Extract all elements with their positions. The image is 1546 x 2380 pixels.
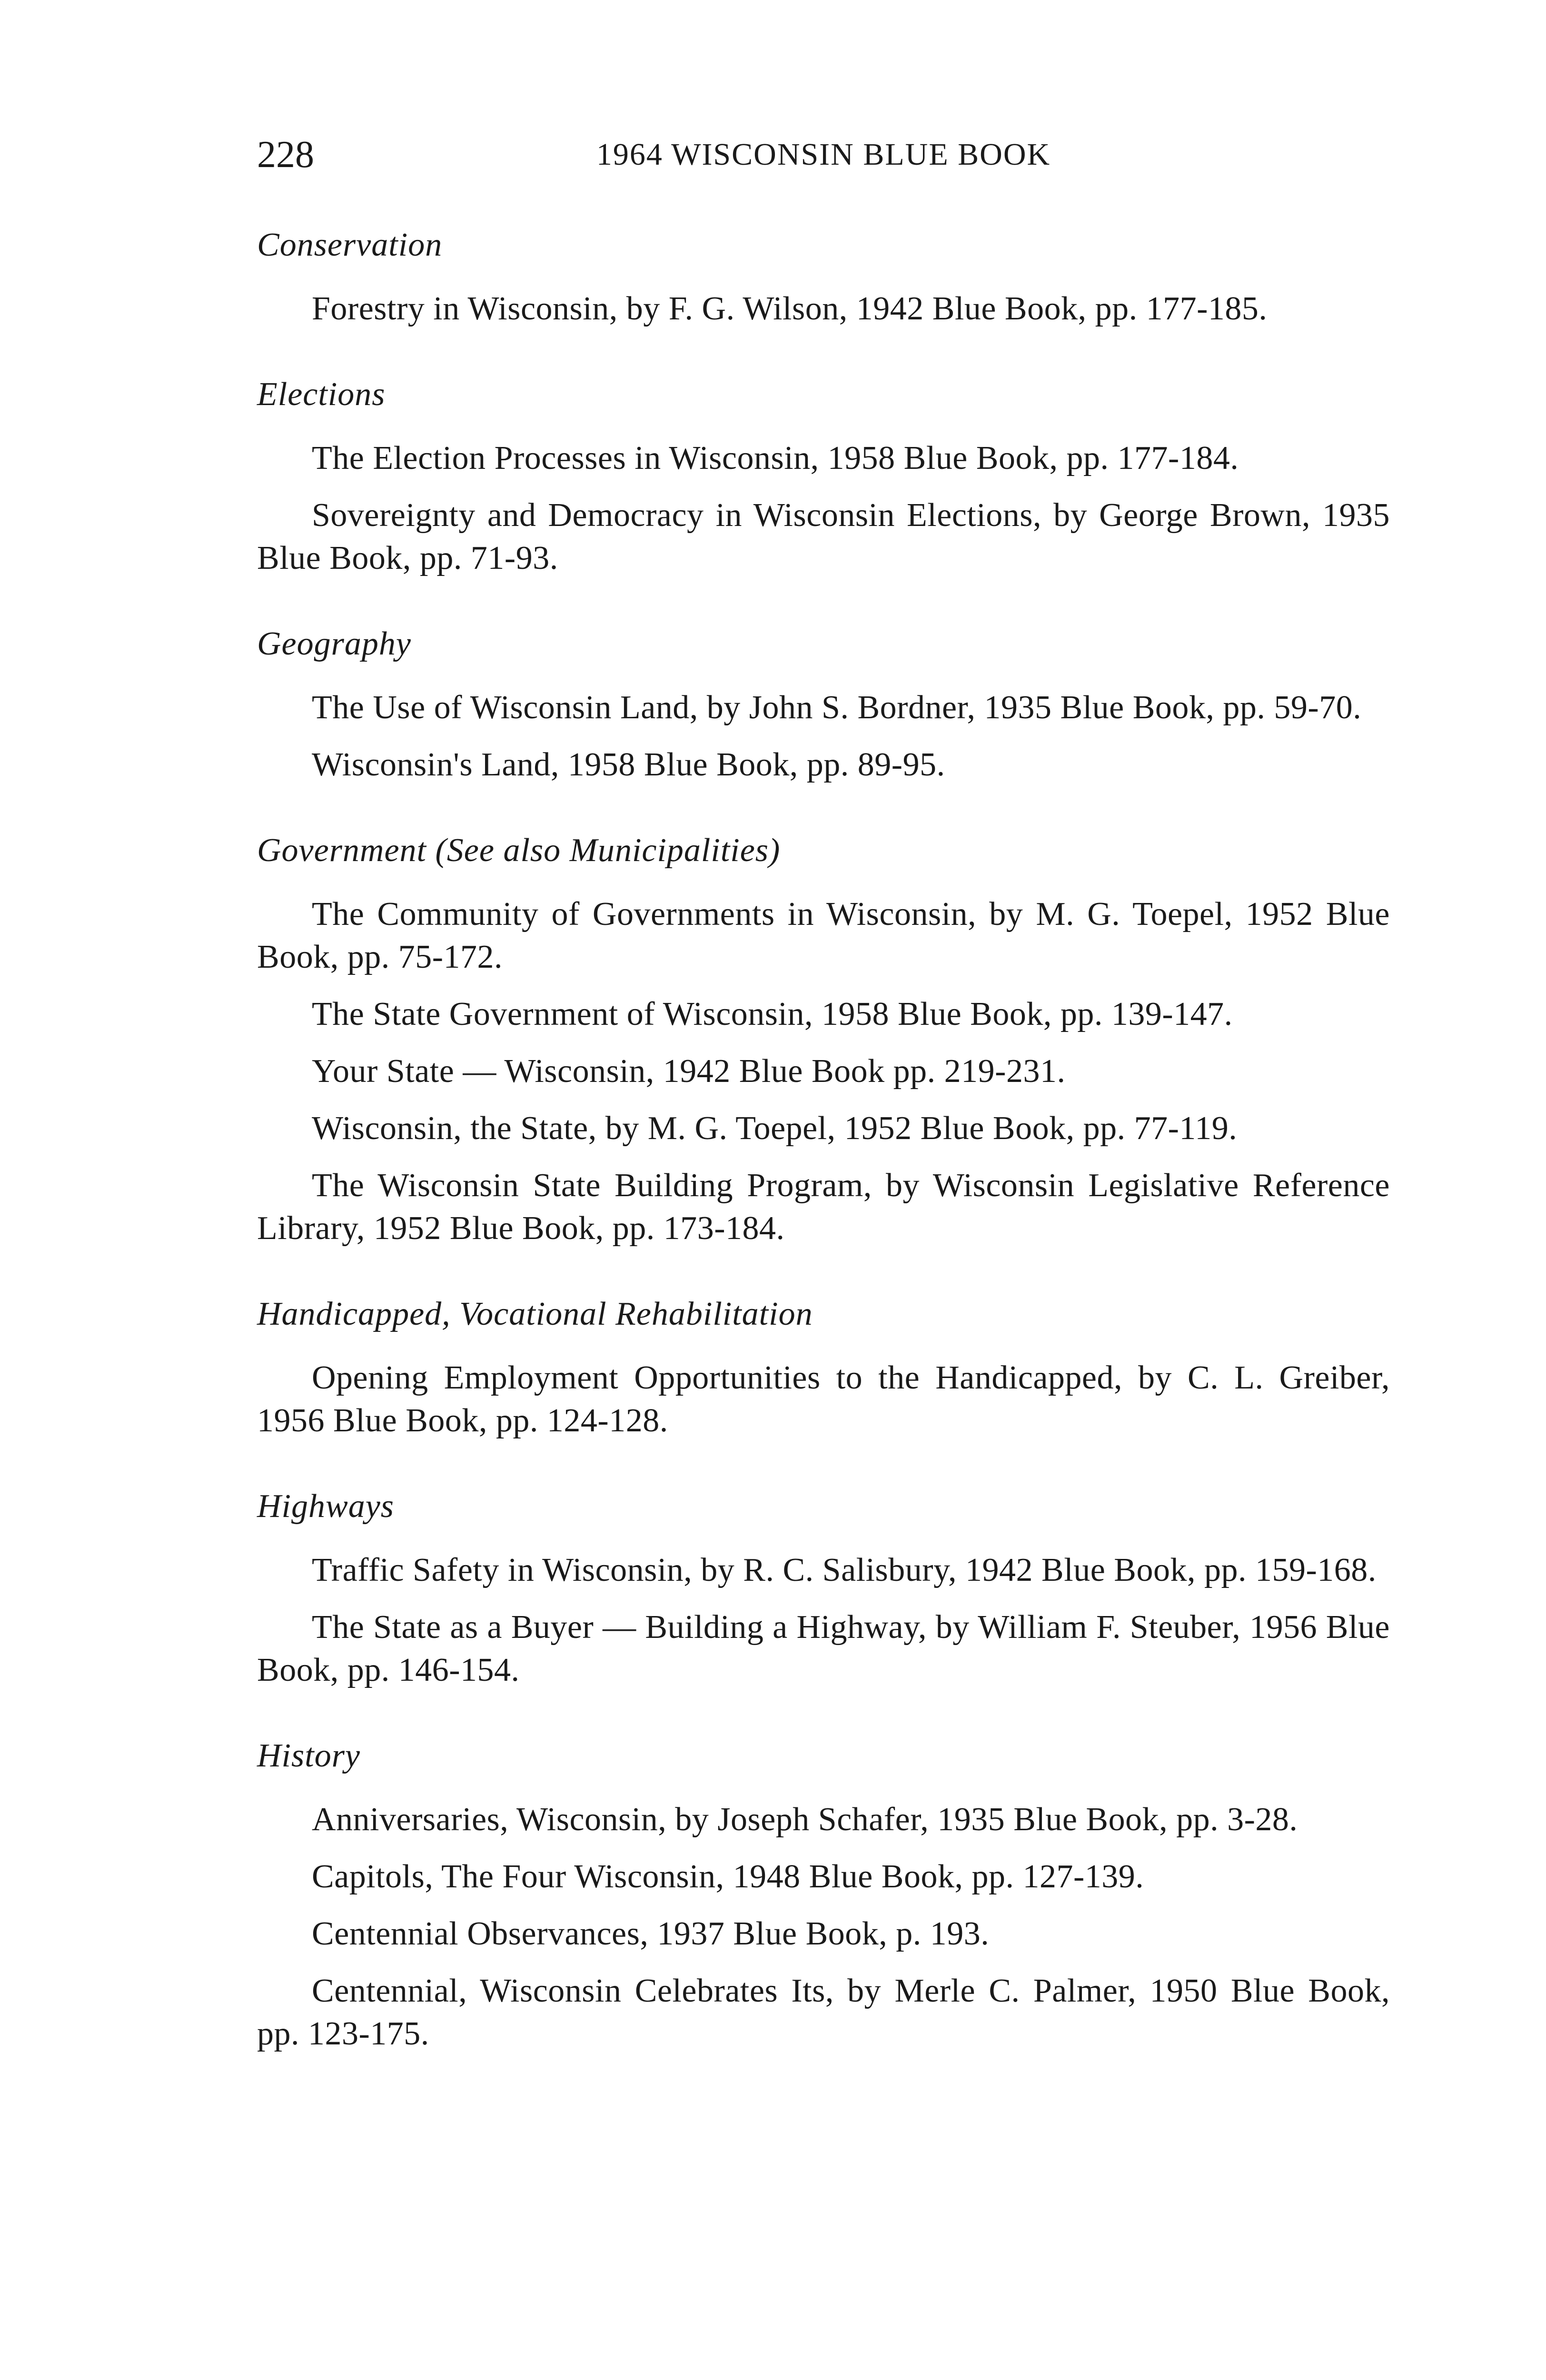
bibliography-entry: The Use of Wisconsin Land, by John S. Bordner, 1935 Blue Book, pp. 59-70. <box>312 689 1362 726</box>
bibliography-entry: Centennial, Wisconsin Celebrates Its, by Merle C. Palmer, 1950 Blue Book, pp. 123-175. <box>257 1973 1390 2052</box>
bibliography-entry: Centennial Observances, 1937 Blue Book, p. 193. <box>312 1915 990 1952</box>
section-heading: Government (See also Municipalities) <box>257 832 781 869</box>
section-heading: Handicapped, Vocational Rehabilitation <box>257 1296 813 1332</box>
section-conservation <box>257 222 1390 330</box>
section-heading: Conservation <box>257 227 443 263</box>
bibliography-entry: The Wisconsin State Building Program, by Wisconsin Legislative Reference Library, 1952 Blue Book, pp. 173-184. <box>257 1167 1390 1247</box>
bibliography-entry: The State as a Buyer — Building a Highway, by William F. Steuber, 1956 Blue Book, pp. 146-154. <box>257 1609 1390 1688</box>
section-heading: Highways <box>257 1488 394 1525</box>
bibliography-entry: Wisconsin, the State, by M. G. Toepel, 1952 Blue Book, pp. 77-119. <box>312 1110 1238 1147</box>
bibliography-entry: Anniversaries, Wisconsin, by Joseph Schafer, 1935 Blue Book, pp. 3-28. <box>312 1801 1298 1838</box>
section-government <box>257 827 1390 1250</box>
running-head-title: 1964 WISCONSIN BLUE BOOK <box>596 137 1051 172</box>
bibliography-entry: The Election Processes in Wisconsin, 1958 Blue Book, pp. 177-184. <box>312 440 1239 476</box>
bibliography-entry: The Community of Governments in Wisconsin, by M. G. Toepel, 1952 Blue Book, pp. 75-172. <box>257 896 1390 975</box>
section-geography <box>257 621 1390 786</box>
bibliography-entry: Forestry in Wisconsin, by F. G. Wilson, 1942 Blue Book, pp. 177-185. <box>312 290 1268 327</box>
section-heading: History <box>257 1737 360 1774</box>
section-highways <box>257 1483 1390 1692</box>
bibliography-entry: Your State — Wisconsin, 1942 Blue Book pp. 219-231. <box>312 1053 1066 1090</box>
running-head <box>257 129 1390 181</box>
bibliography-entry: Capitols, The Four Wisconsin, 1948 Blue Book, pp. 127-139. <box>312 1858 1144 1895</box>
section-elections <box>257 371 1390 580</box>
bibliography-entry: Traffic Safety in Wisconsin, by R. C. Salisbury, 1942 Blue Book, pp. 159-168. <box>312 1552 1377 1588</box>
page-number: 228 <box>257 134 314 176</box>
bibliography-entry: Wisconsin's Land, 1958 Blue Book, pp. 89-95. <box>312 746 945 783</box>
section-heading: Elections <box>257 376 386 413</box>
section-handicapped <box>257 1291 1390 1442</box>
bibliography-entry: Sovereignty and Democracy in Wisconsin Elections, by George Brown, 1935 Blue Book, pp. 71-93. <box>257 497 1390 576</box>
section-history <box>257 1733 1390 2055</box>
bibliography-entry: The State Government of Wisconsin, 1958 Blue Book, pp. 139-147. <box>312 996 1233 1032</box>
bibliography-entry: Opening Employment Opportunities to the Handicapped, by C. L. Greiber, 1956 Blue Book, pp. 124-128. <box>257 1359 1390 1439</box>
section-heading: Geography <box>257 625 411 662</box>
book-page <box>257 129 1390 2070</box>
